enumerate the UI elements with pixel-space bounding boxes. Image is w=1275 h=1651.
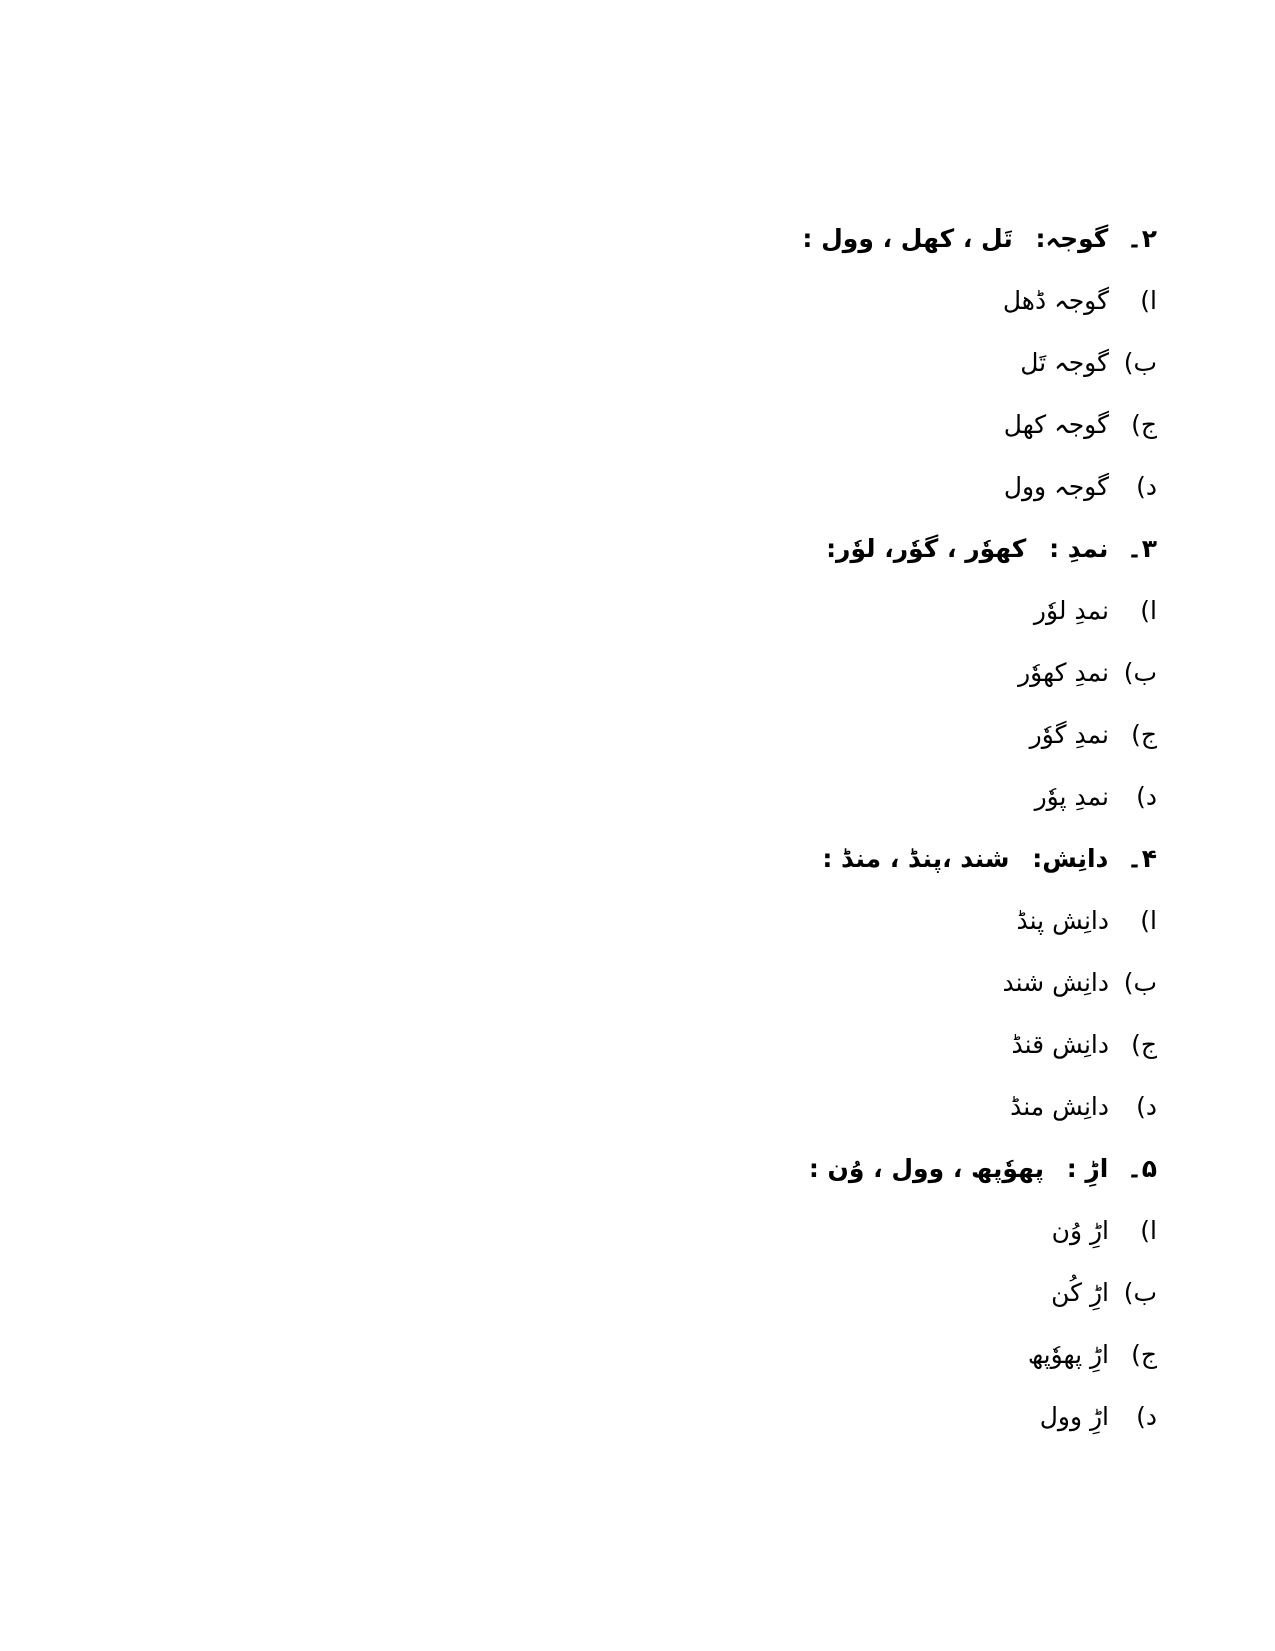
question-roots: تَل ، کھل ، وول : [802,224,1013,253]
option-letter: د) [1136,472,1157,501]
option-letter: ج) [1131,410,1157,439]
option-a [797,1200,1157,1262]
option-text: دانِش منڈ [1010,1092,1109,1121]
option-d [797,1076,1157,1138]
option-text: نمدِ پوٗر [1034,782,1109,811]
question-word: گوجہ: [1035,224,1109,253]
option-d [797,766,1157,828]
option-text: نمدِ لوٗر [1033,596,1109,625]
option-c [797,1014,1157,1076]
option-b [797,332,1157,394]
question-5 [797,1138,1157,1448]
option-b [797,642,1157,704]
option-letter: ج) [1131,1030,1157,1059]
option-d [797,456,1157,518]
option-text: اڑِ کُن [1051,1278,1109,1307]
question-roots: کھوٗر ، گوٗر، لوٗر: [826,534,1027,563]
question-4 [797,828,1157,1138]
option-c [797,1324,1157,1386]
option-text: دانِش شند [1002,968,1109,997]
option-text: گوجہ ڈھل [1002,286,1109,315]
option-letter: ب) [1123,968,1157,997]
option-text: دانِش قنڈ [1011,1030,1109,1059]
question-word: نمدِ : [1049,534,1109,563]
option-text: گوجہ تَل [1020,348,1109,377]
option-b [797,1262,1157,1324]
option-letter: د) [1136,1092,1157,1121]
option-text: نمدِ کھوٗر [1018,658,1109,687]
option-text: اڑِ وول [1039,1402,1109,1431]
option-letter: ا) [1140,906,1157,935]
option-letter: ب) [1123,348,1157,377]
option-a [797,890,1157,952]
question-2 [797,208,1157,518]
question-sheet [797,208,1157,1448]
option-letter: ا) [1140,286,1157,315]
option-a [797,580,1157,642]
question-heading [797,828,1157,890]
question-3 [797,518,1157,828]
option-c [797,704,1157,766]
option-text: گوجہ کھل [1003,410,1109,439]
option-c [797,394,1157,456]
question-number: ۴۔ [1127,844,1157,873]
question-number: ۳۔ [1127,534,1157,563]
option-letter: د) [1136,782,1157,811]
option-a [797,270,1157,332]
option-letter: ب) [1123,1278,1157,1307]
option-letter: ج) [1131,720,1157,749]
question-heading [797,1138,1157,1200]
option-letter: د) [1136,1402,1157,1431]
option-letter: ا) [1140,1216,1157,1245]
question-heading [797,208,1157,270]
option-letter: ا) [1140,596,1157,625]
question-word: اڑِ : [1066,1154,1109,1183]
question-roots: پھوٗپھ ، وول ، وُن : [808,1154,1044,1183]
option-text: دانِش پنڈ [1016,906,1109,935]
option-letter: ج) [1131,1340,1157,1369]
option-text: نمدِ گوٗر [1029,720,1109,749]
option-text: اڑِ وُن [1051,1216,1109,1245]
option-d [797,1386,1157,1448]
question-roots: شند ،پنڈ ، منڈ : [822,844,1010,873]
question-word: دانِش: [1032,844,1109,873]
option-letter: ب) [1123,658,1157,687]
question-number: ۲۔ [1127,224,1157,253]
option-text: اڑِ پھوٗپھ [1027,1340,1109,1369]
option-text: گوجہ وول [1003,472,1109,501]
question-number: ۵۔ [1127,1154,1157,1183]
question-heading [797,518,1157,580]
option-b [797,952,1157,1014]
